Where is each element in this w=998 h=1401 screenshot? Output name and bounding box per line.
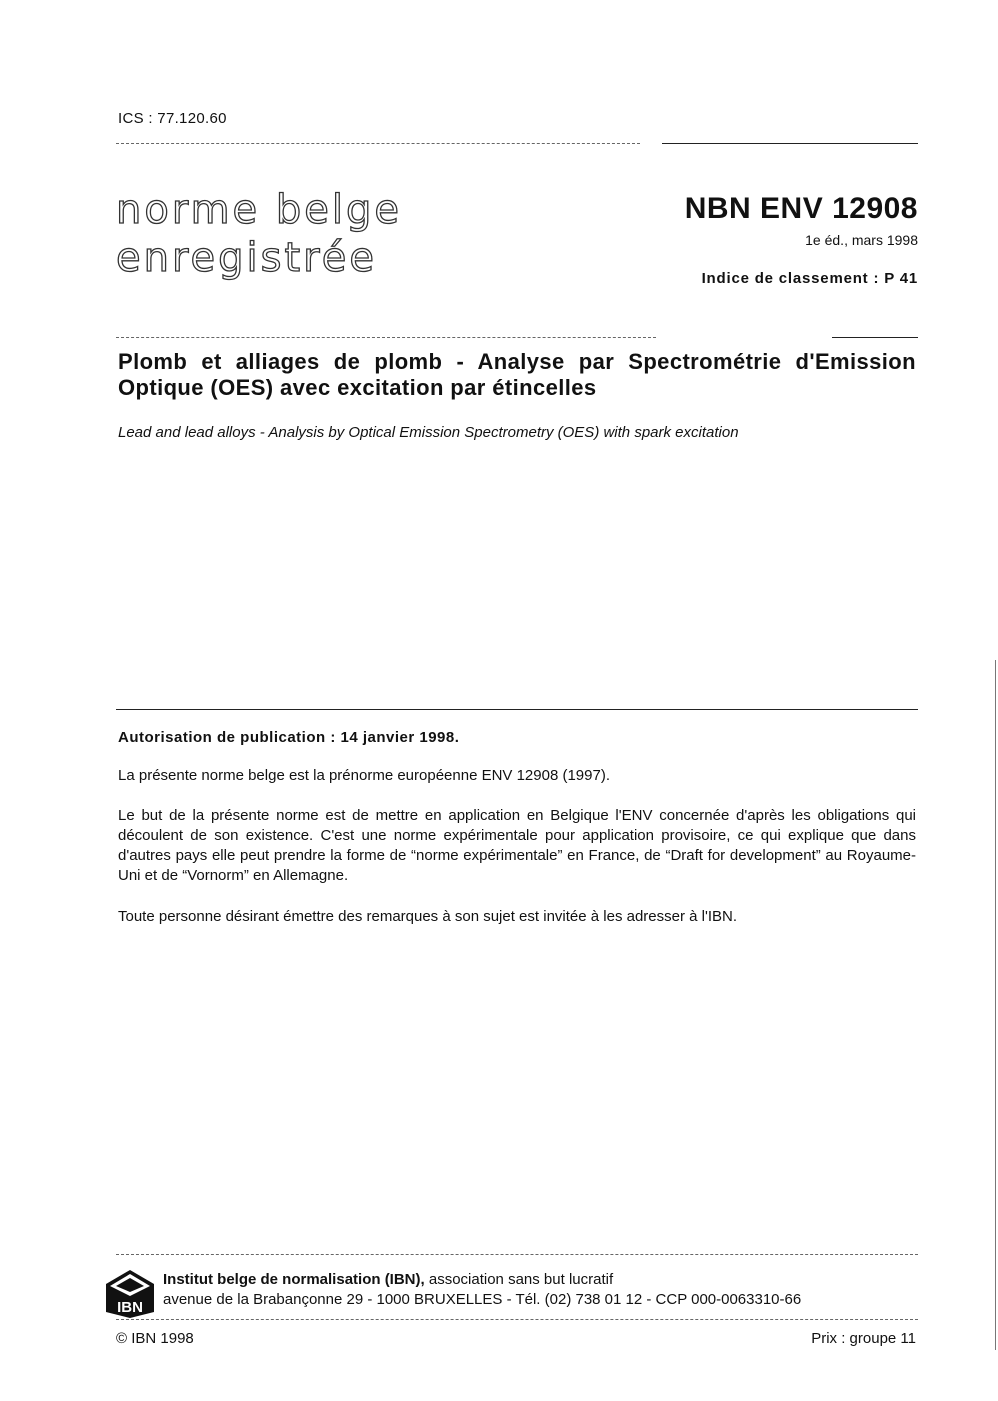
paragraph-2: Le but de la présente norme est de mettre en application en Belgique l'ENV concernée d'après les obligations qui découlent de son existence. C'est une norme expérimentale pour application provisoire, ce qui explique que dans d'autres pays elle peut prendre la forme de “norme expérimentale” en France, de “Draft for development” au Royaume-Uni et de “Vornorm” en Allemagne.	[118, 807, 916, 884]
title-divider-left	[116, 337, 656, 338]
standard-number: NBN ENV 12908	[684, 192, 918, 225]
footer-divider-top	[116, 1254, 918, 1255]
copyright: © IBN 1998	[116, 1330, 194, 1347]
ibn-logo	[104, 1268, 156, 1320]
organization-description: association sans but lucratif	[424, 1271, 614, 1288]
edition: 1e éd., mars 1998	[805, 232, 918, 248]
organization-address: avenue de la Brabançonne 29 - 1000 BRUXELLES - Tél. (02) 738 01 12 - CCP 000-0063310-66	[163, 1291, 802, 1308]
label-line-1: norme belge	[116, 187, 402, 233]
header-divider-right	[662, 143, 918, 144]
organization-name: Institut belge de normalisation (IBN),	[163, 1271, 425, 1288]
title-english: Lead and lead alloys - Analysis by Optical Emission Spectrometry (OES) with spark excitation	[118, 424, 739, 441]
price-group: Prix : groupe 11	[811, 1330, 916, 1347]
paragraph-3: Toute personne désirant émettre des remarques à son sujet est invitée à les adresser à l'IBN.	[118, 908, 738, 925]
ics-code: ICS : 77.120.60	[118, 110, 227, 127]
scan-edge-line	[995, 660, 996, 1350]
title-french: Plomb et alliages de plomb - Analyse par Spectrométrie d'Emission Optique (OES) avec excitation par étincelles	[118, 349, 916, 400]
registered-standard-label	[116, 186, 402, 282]
organization-line	[163, 1270, 613, 1290]
title-divider-right	[832, 337, 918, 338]
header-divider-left	[116, 143, 640, 144]
paragraph-1: La présente norme belge est la prénorme européenne ENV 12908 (1997).	[118, 767, 610, 784]
body-divider	[116, 709, 918, 710]
label-line-2: enregistrée	[116, 235, 377, 281]
footer-divider-bottom	[116, 1319, 918, 1320]
classification-index: Indice de classement : P 41	[701, 270, 918, 287]
publication-authorization: Autorisation de publication : 14 janvier 1998.	[118, 729, 460, 746]
logo-letters: IBN	[117, 1299, 143, 1316]
